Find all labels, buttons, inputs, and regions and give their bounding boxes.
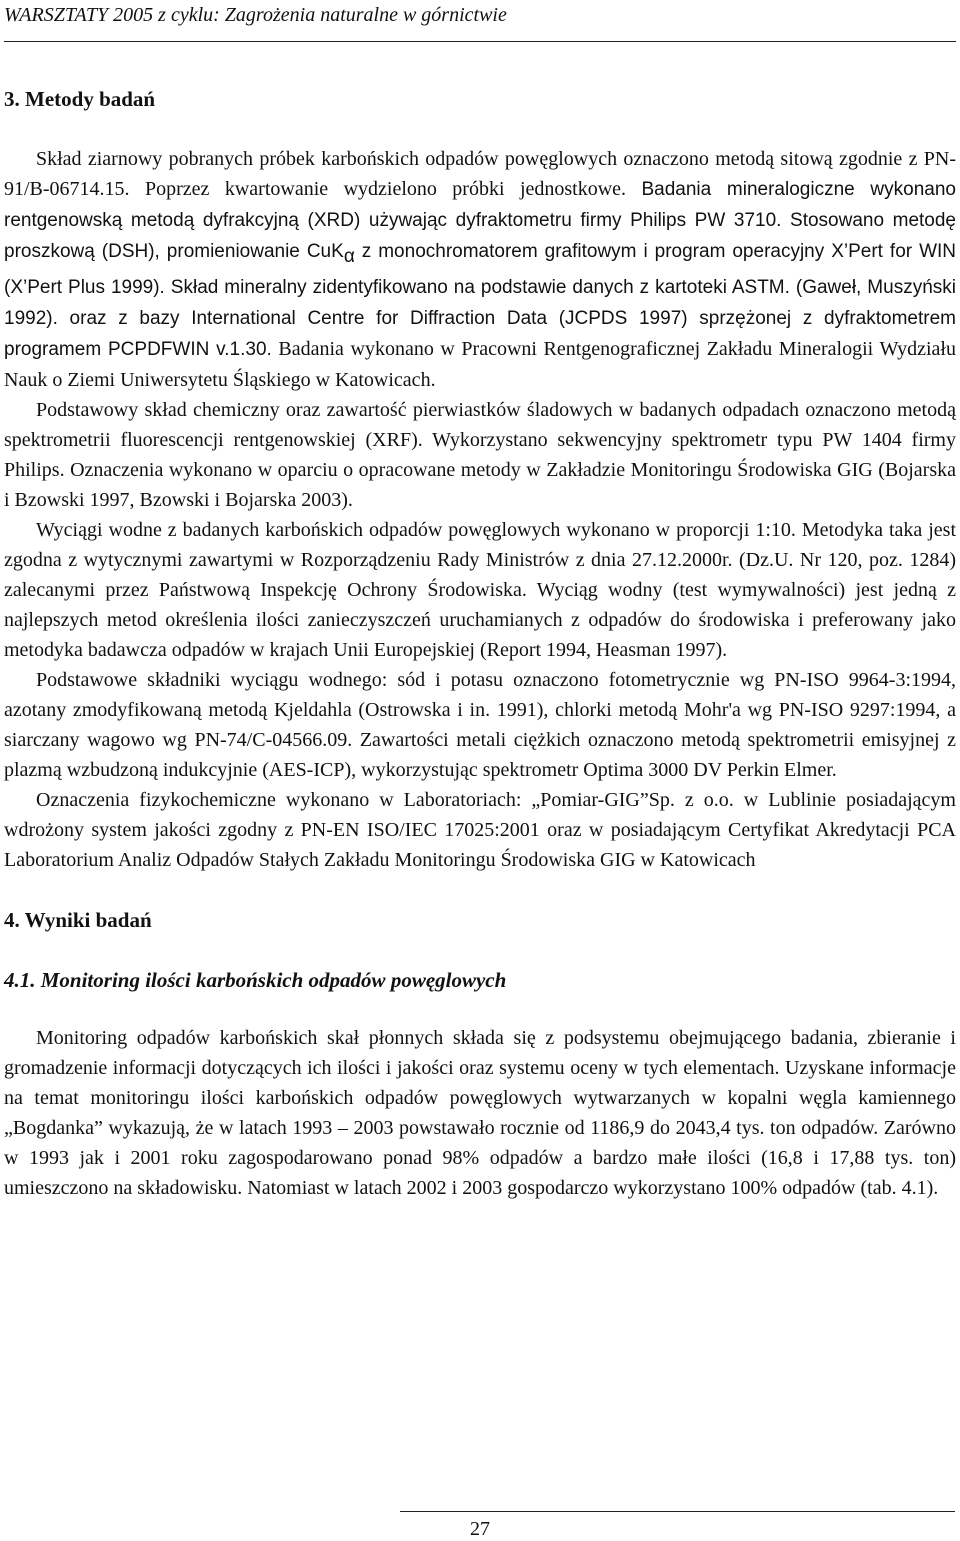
- spacer: [4, 114, 956, 144]
- section-3-paragraph-2: Podstawowy skład chemiczny oraz zawartość pierwiastków śladowych w badanych odpadach oznaczono metodą spektrometrii fluorescencji rentgenowskiej (XRF). Wykorzystano sekwencyjny spektrometr typu PW 1404 firmy Philips. Oznaczenia wykonano w oparciu o opracowane metody w Zakładzie Monitoringu Środowiska GIG (Bojarska i Bzowski 1997, Bzowski i Bojarska 2003).: [4, 399, 956, 511]
- alpha-subscript: α: [343, 246, 355, 267]
- section-4-heading: 4. Wyniki badań: [4, 908, 152, 932]
- section-3-paragraph-3: Wyciągi wodne z badanych karbońskich odpadów powęglowych wykonano w proporcji 1:10. Metodyka taka jest zgodna z wytycznymi zawartymi w Rozporządzeniu Rady Ministrów z dnia 27.12.2000r. (Dz.U. Nr 120, poz. 1284) zalecanymi przez Państwową Inspekcję Ochrony Środowiska. Wyciąg wodny (test wymywalności) jest jedną z najlepszych metod określenia ilości zanieczyszczeń uruchamianych z odpadów do środowiska i preferowany jako metodyka badawcza odpadów w krajach Unii Europejskiej (Report 1994, Heasman 1997).: [4, 519, 956, 661]
- section-3-paragraph-4: Podstawowe składniki wyciągu wodnego: sód i potasu oznaczono fotometrycznie wg PN-ISO 9964-3:1994, azotany zmodyfikowaną metodą Kjeldahla (Ostrowska i in. 1991), chlorki metodą Mohr'a wg PN-ISO 9297:1994, a siarczany wagowo wg PN-74/C-04566.09. Zawartości metali ciężkich oznaczono metodą spektrometrii emisyjnej z plazmą wzbudzoną indukcyjnie (AES-ICP), wykorzystując spektrometr Optima 3000 DV Perkin Elmer.: [4, 669, 956, 781]
- section-3-heading: 3. Metody badań: [4, 87, 156, 111]
- paragraph-1-text-d: Badania wykonano w Pracowni Rentgenograficznej Zakładu Mineralogii Wydziału Nauk o Ziemi Uniwersytetu Śląskiego w Katowicach.: [4, 338, 956, 391]
- paragraph-1-text-b: Badania mineralogiczne wykonano rentgenowską metodą dyfrakcyjną (XRD) używając dyfraktometru firmy Philips PW 3710. Stosowano metodę proszkową (DSH), promieniowanie CuK: [4, 179, 956, 262]
- section-3-paragraph-1: [4, 144, 956, 395]
- header-divider: [4, 41, 956, 42]
- spacer: [4, 995, 956, 1023]
- page-body: [4, 84, 956, 1203]
- paragraph-1-text-c: z monochromatorem grafitowym i program operacyjny X’Pert for WIN (X’Pert Plus 1999). Skład mineralny zidentyfikowano na podstawie danych z kartoteki ASTM. (Gaweł, Muszyński 1992). oraz z bazy International Centre for Diffraction Data (JCPDS 1997) sprzężonej z dyfraktometrem programem PCPDFWIN v.1.30.: [4, 241, 956, 360]
- section-3-paragraph-5: Oznaczenia fizykochemiczne wykonano w Laboratoriach: „Pomiar-GIG”Sp. z o.o. w Lublinie posiadającym wdrożony system jakości zgodny z PN-EN ISO/IEC 17025:2001 oraz w posiadającym Certyfikat Akredytacji PCA Laboratorium Analiz Odpadów Stałych Zakładu Monitoringu Środowiska GIG w Katowicach: [4, 789, 956, 871]
- running-header: WARSZTATY 2005 z cyklu: Zagrożenia naturalne w górnictwie: [4, 4, 507, 26]
- page-number: 27: [470, 1518, 490, 1540]
- section-4-1-paragraph-1: Monitoring odpadów karbońskich skał płonnych składa się z podsystemu obejmującego badania, zbieranie i gromadzenie informacji dotyczących ich ilości i jakości oraz systemu oceny w tych elementach. Uzyskane informacje na temat monitoringu ilości karbońskich odpadów powęglowych wytwarzanych w kopalni węgla kamiennego „Bogdanka” wykazują, że w latach 1993 – 2003 powstawało rocznie od 1186,9 do 2043,4 tys. ton odpadów. Zarówno w 1993 jak i 2001 roku zagospodarowano ponad 98% odpadów a bardzo małe ilości (16,8 i 17,88 tys. ton) umieszczono na składowisku. Natomiast w latach 2002 i 2003 gospodarczo wykorzystano 100% odpadów (tab. 4.1).: [4, 1027, 956, 1199]
- spacer: [4, 875, 956, 905]
- footer-divider: [400, 1511, 955, 1512]
- spacer: [4, 935, 956, 965]
- section-4-1-heading: 4.1. Monitoring ilości karbońskich odpadów powęglowych: [4, 968, 507, 992]
- paragraph-1-text-a: Skład ziarnowy pobranych próbek karbońskich odpadów powęglowych oznaczono metodą sitową zgodnie z PN-91/B-06714.15. Poprzez kwartowanie wydzielono próbki jednostkowe.: [4, 148, 956, 200]
